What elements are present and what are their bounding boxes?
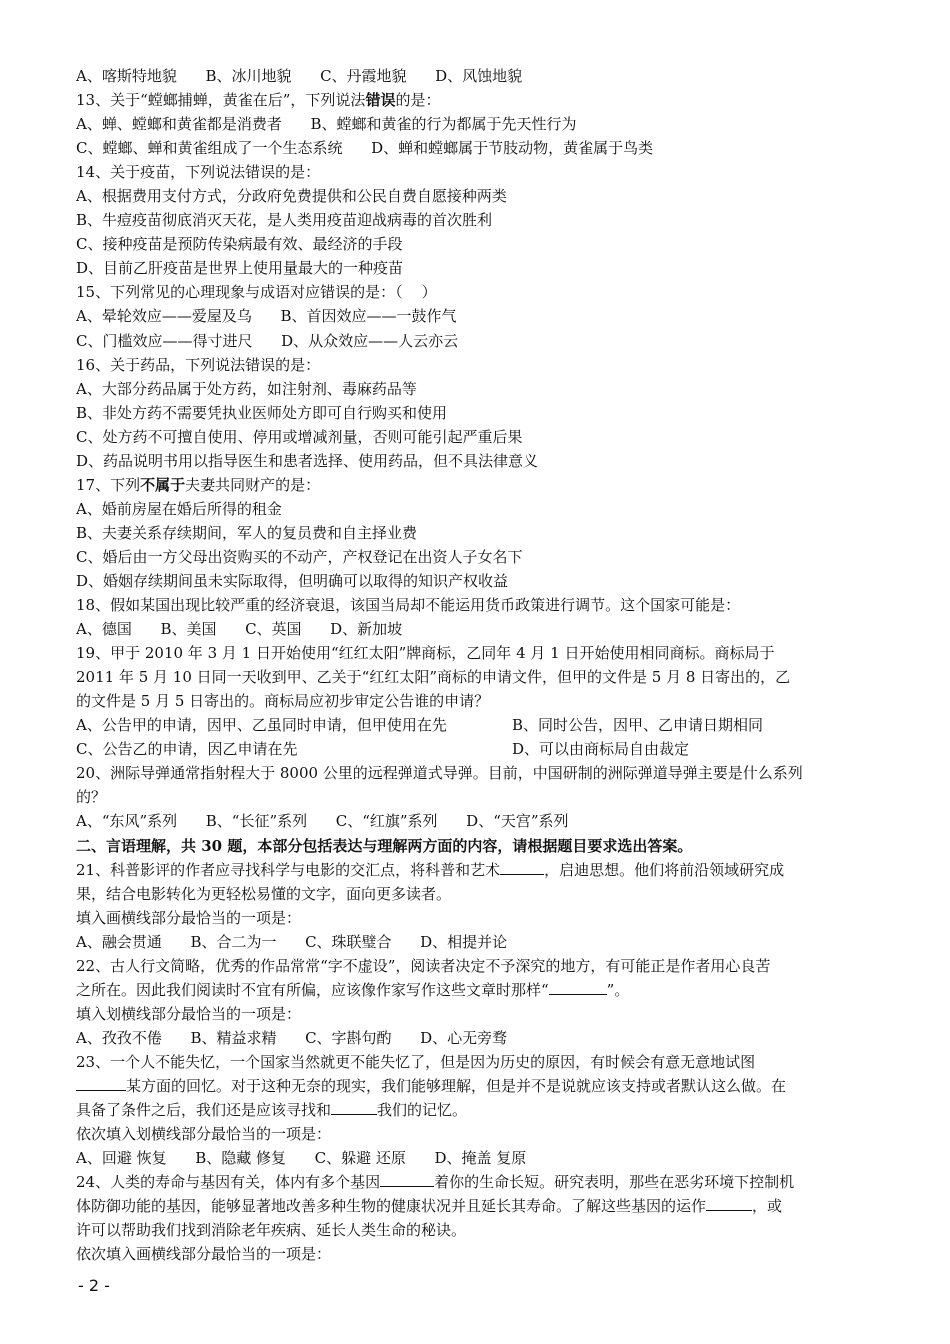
q12-options: A、喀斯特地貌 B、冰川地貌 C、丹霞地貌 D、风蚀地貌 (76, 67, 523, 85)
answer-blank (380, 1172, 434, 1187)
answer-blank (706, 1196, 752, 1211)
q24-stem-1: 24、人类的寿命与基因有关，体内有多个基因 着你的生命长短。研究表明，那些在恶劣环境下控制机 (76, 1173, 795, 1192)
q15-stem: 15、下列常见的心理现象与成语对应错误的是：（ ） (76, 283, 437, 302)
answer-blank (549, 980, 607, 995)
q17-stem: 17、下列不属于夫妻共同财产的是： (76, 475, 321, 494)
q19-option-ab: A、公告甲的申请，因甲、乙虽同时申请，但甲使用在先 B、同时公告，因甲、乙申请日期相同 (76, 716, 764, 735)
q21-stem-2: 果，结合电影转化为更轻松易懂的文字，面向更多读者。 (76, 884, 452, 903)
answer-blank (331, 1100, 377, 1115)
page-number: - 2 - (78, 1276, 110, 1295)
q22-stem-1: 22、古人行文简略，优秀的作品常常“字不虚设”，阅读者决定不予深究的地方，有可能正是作者用心良苦 (76, 956, 771, 975)
q19-stem-3: 的文件是 5 月 5 日寄出的。商标局应初步审定公告谁的申请？ (76, 692, 490, 711)
q19-stem-2: 2011 年 5 月 10 日同一天收到甲、乙关于“红红太阳”商标的申请文件，但甲的文件是 5 月 8 日寄出的，乙 (76, 668, 791, 687)
q24-stem-3: 许可以帮助我们找到消除老年疾病、延长人类生命的秘诀。 (76, 1221, 467, 1240)
q23-stem-3: 具备了条件之后，我们还是应该寻找和 我们的记忆。 (76, 1101, 468, 1120)
q22-options: A、孜孜不倦 B、精益求精 C、字斟句酌 D、心无旁骛 (76, 1028, 508, 1047)
q17-option-c: C、婚后由一方父母出资购买的不动产，产权登记在出资人子女名下 (76, 547, 523, 566)
q13-option-ab: A、蝉、螳螂和黄雀都是消费者 B、螳螂和黄雀的行为都属于先天性行为 (76, 115, 577, 134)
q13-option-cd: C、螳螂、蝉和黄雀组成了一个生态系统 D、蝉和螳螂属于节肢动物，黄雀属于鸟类 (76, 139, 654, 158)
q20-stem-2: 的？ (76, 788, 107, 807)
q23-prompt: 依次填入划横线部分最恰当的一项是： (76, 1125, 332, 1144)
q14-option-c: C、接种疫苗是预防传染病最有效、最经济的手段 (76, 235, 403, 254)
q20-options: A、“东风”系列 B、“长征”系列 C、“红旗”系列 D、“天宫”系列 (76, 812, 569, 831)
q14-option-b: B、牛痘疫苗彻底消灭天花，是人类用疫苗迎战病毒的首次胜利 (76, 211, 493, 230)
q21-prompt: 填入画横线部分最恰当的一项是： (76, 908, 302, 927)
answer-blank (76, 1076, 126, 1091)
q24-stem-2: 体防御功能的基因，能够显著地改善多种生物的健康状况并且延长其寿命。了解这些基因的运作 ，或 (76, 1197, 783, 1216)
q23-options: A、回避 恢复 B、隐藏 修复 C、躲避 还原 D、掩盖 复原 (76, 1149, 527, 1168)
q16-option-c: C、处方药不可擅自使用、停用或增减剂量，否则可能引起严重后果 (76, 427, 523, 446)
answer-blank (500, 860, 544, 875)
q16-option-a: A、大部分药品属于处方药，如注射剂、毒麻药品等 (76, 379, 417, 398)
q19-stem-1: 19、甲于 2010 年 3 月 1 日开始使用“红红太阳”牌商标，乙同年 4 月 1 日开始使用相同商标。商标局于 (76, 644, 775, 663)
q16-option-b: B、非处方药不需要凭执业医师处方即可自行购买和使用 (76, 403, 448, 422)
q15-option-cd: C、门槛效应——得寸进尺 D、从众效应——人云亦云 (76, 331, 459, 350)
q16-option-d: D、药品说明书用以指导医生和患者选择、使用药品，但不具法律意义 (76, 451, 539, 470)
document-page (76, 64, 886, 1266)
q17-option-a: A、婚前房屋在婚后所得的租金 (76, 499, 282, 518)
emphasis-text: 不属于 (140, 475, 186, 494)
q15-option-ab: A、晕轮效应——爱屋及乌 B、首因效应——一鼓作气 (76, 307, 457, 326)
q20-stem-1: 20、洲际导弹通常指射程大于 8000 公里的远程弹道式导弹。目前，中国研制的洲际弹道导弹主要是什么系列 (76, 764, 803, 783)
q23-stem-2: 某方面的回忆。对于这种无奈的现实，我们能够理解，但是并不是说就应该支持或者默认这么做。在 (76, 1074, 886, 1098)
q21-stem-1: 21、科普影评的作者应寻找科学与电影的交汇点，将科普和艺术 ，启迪思想。他们将前沿领域研究成 (76, 860, 785, 879)
q19-option-cd: C、公告乙的申请，因乙申请在先 D、可以由商标局自由裁定 (76, 740, 690, 759)
q14-option-a: A、根据费用支付方式，分政府免费提供和公民自费自愿接种两类 (76, 187, 507, 206)
q14-stem: 14、关于疫苗，下列说法错误的是： (76, 163, 321, 182)
q24-prompt: 依次填入画横线部分最恰当的一项是： (76, 1245, 332, 1264)
q13-stem: 13、关于“螳螂捕蝉，黄雀在后”，下列说法错误的是： (76, 91, 441, 110)
q23-stem-1: 23、一个人不能失忆，一个国家当然就更不能失忆了，但是因为历史的原因，有时候会有意无意地试图 (76, 1052, 756, 1071)
q18-stem: 18、假如某国出现比较严重的经济衰退，该国当局却不能运用货币政策进行调节。这个国家可能是： (76, 596, 741, 615)
emphasis-text: 错误 (365, 91, 396, 110)
q16-stem: 16、关于药品，下列说法错误的是： (76, 355, 321, 374)
q22-prompt: 填入划横线部分最恰当的一项是： (76, 1004, 302, 1023)
q17-option-d: D、婚姻存续期间虽未实际取得，但明确可以取得的知识产权收益 (76, 571, 509, 590)
section-heading: 二、言语理解，共 30 题，本部分包括表达与理解两方面的内容，请根据题目要求选出答案。 (76, 836, 693, 855)
q22-stem-2: 之所在。因此我们阅读时不宜有所偏，应该像作家写作这些文章时那样“ ”。 (76, 980, 630, 999)
q21-options: A、融会贯通 B、合二为一 C、珠联璧合 D、相提并论 (76, 932, 508, 951)
q17-option-b: B、夫妻关系存续期间，军人的复员费和自主择业费 (76, 523, 418, 542)
q18-options: A、德国 B、美国 C、英国 D、新加坡 (76, 620, 403, 639)
q14-option-d: D、目前乙肝疫苗是世界上使用量最大的一种疫苗 (76, 259, 404, 278)
